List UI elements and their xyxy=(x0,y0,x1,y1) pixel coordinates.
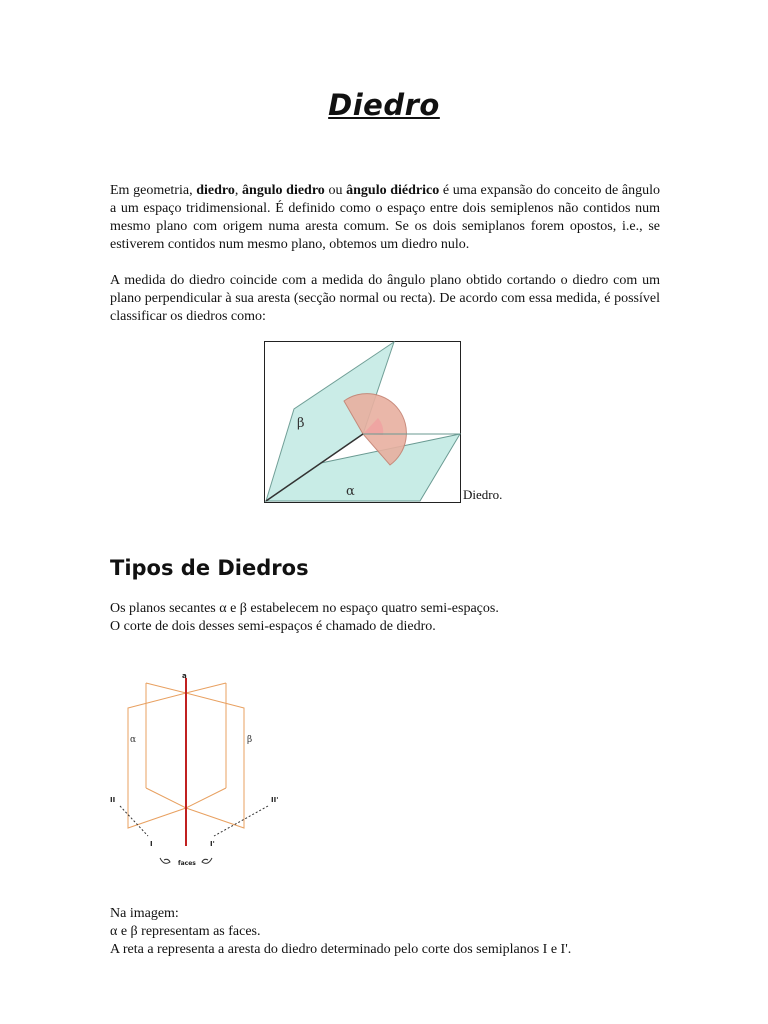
label-beta: β xyxy=(247,735,253,745)
arrow-ii-i xyxy=(120,806,148,836)
label-beta: β xyxy=(297,416,305,431)
section-line-1: Os planos secantes α e β estabelecem no espaço quatro semi-espaços. xyxy=(110,601,499,616)
notes-line-1: Na imagem: xyxy=(110,906,179,921)
label-alpha: α xyxy=(346,484,355,499)
term-diedro: diedro xyxy=(196,183,235,198)
plane-face-right xyxy=(186,693,244,828)
label-i-prime: I' xyxy=(210,840,215,848)
faces-hand-right-icon xyxy=(202,858,212,863)
dihedral-figure xyxy=(264,341,461,503)
intersecting-planes-figure xyxy=(108,668,303,873)
label-a: a xyxy=(182,672,187,680)
label-i: I xyxy=(150,840,153,848)
section-heading: Tipos de Diedros xyxy=(110,556,309,580)
term-angulo-diedro: ângulo diedro xyxy=(242,183,325,198)
intro-text: é uma expansão do conceito de ângulo a um espaço tridimensional. É definido como o espaço entre dois semiplenos não contidos num mesmo plano com origem numa aresta comum. Se os dois semiplanos forem opostos, i.e., se estiverem contidos num mesmo plano, obtemos um diedro nulo. xyxy=(110,183,661,252)
label-alpha: α xyxy=(130,735,137,745)
notes-line-3: A reta a representa a aresta do diedro determinado pelo corte dos semiplanos I e I'. xyxy=(110,942,572,957)
label-ii: II xyxy=(110,796,116,804)
page-title: Diedro xyxy=(328,88,440,122)
label-ii-prime: II' xyxy=(271,796,279,804)
intro-text: Em geometria, xyxy=(110,183,197,198)
section-line-2: O corte de dois desses semi-espaços é chamado de diedro. xyxy=(110,619,436,634)
intro-text: , xyxy=(234,183,243,198)
notes-line-2: α e β representam as faces. xyxy=(110,924,261,939)
plane-face-left xyxy=(128,693,186,828)
faces-hand-left-icon xyxy=(160,858,170,863)
intro-paragraph-2: A medida do diedro coincide com a medida do ângulo plano obtido cortando o diedro com um plano perpendicular à sua aresta (secção normal ou recta). De acordo com essa medida, é possível classificar os diedros como: xyxy=(110,273,660,324)
intro-paragraph-1 xyxy=(110,182,660,254)
intro-text: ou xyxy=(324,183,347,198)
term-angulo-diedrico: ângulo diédrico xyxy=(346,183,440,198)
label-faces: faces xyxy=(178,860,196,867)
arrow-iip-ip xyxy=(214,806,268,836)
figure-caption: Diedro. xyxy=(463,487,503,502)
